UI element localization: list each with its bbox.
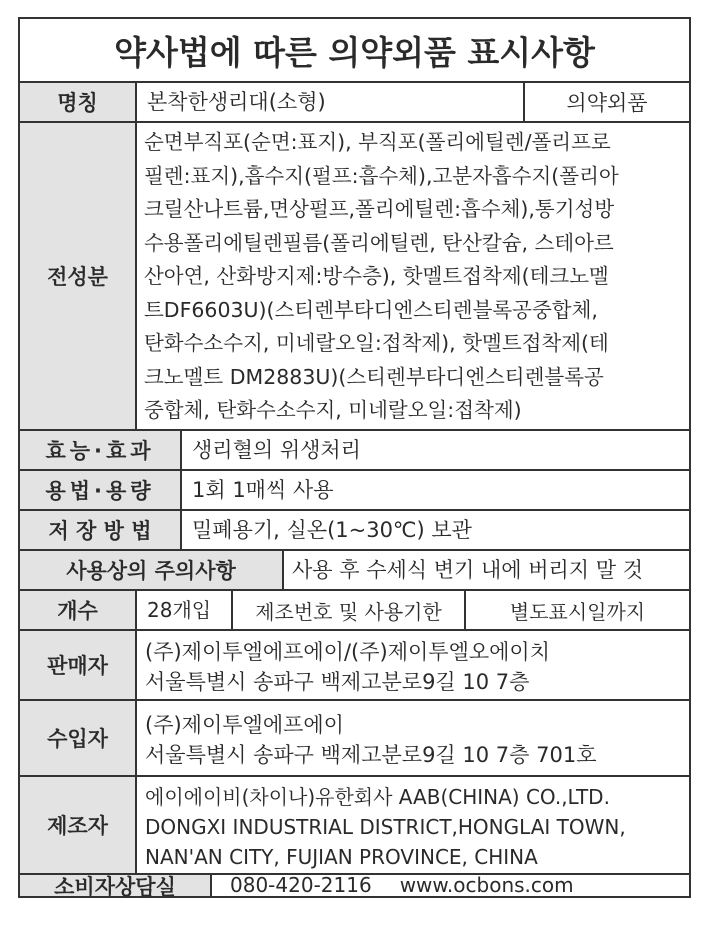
mfg-label: 제조번호 및 사용기한 — [231, 591, 464, 629]
ingredients-row — [20, 121, 689, 429]
storage-row — [20, 509, 689, 549]
importer-info — [135, 701, 689, 775]
manufacturer-line: 에이에이비(차이나)유한회사 AAB(CHINA) CO.,LTD. — [145, 785, 610, 809]
efficacy-label: 효능·효과 — [20, 431, 180, 469]
ingredient-line: 크노멜트 DM2883U)(스티렌부타디엔스티렌블록공 — [144, 364, 604, 389]
efficacy-row — [20, 429, 689, 469]
count-label: 개수 — [20, 591, 135, 629]
usage-row — [20, 469, 689, 509]
name-row — [20, 81, 689, 121]
manufacturer-row — [20, 775, 689, 873]
product-label — [18, 17, 691, 898]
mfg-value: 별도표시일까지 — [464, 591, 689, 629]
storage-value: 밀폐용기, 실온(1~30℃) 보관 — [180, 511, 689, 549]
count-value: 28개입 — [135, 591, 231, 629]
category-value: 의약외품 — [523, 83, 689, 121]
consumer-website[interactable]: www.ocbons.com — [399, 873, 574, 897]
usage-label: 용법·용량 — [20, 471, 180, 509]
seller-row — [20, 629, 689, 699]
ingredient-line: 필렌:표지),흡수지(펄프:흡수체),고분자흡수지(폴리아 — [144, 163, 619, 188]
caution-row — [20, 549, 689, 589]
ingredients-label: 전성분 — [20, 123, 135, 429]
ingredient-line: 크릴산나트륨,면상펄프,폴리에틸렌:흡수체),통기성방 — [144, 197, 615, 221]
label-title: 약사법에 따른 의약외품 표시사항 — [114, 32, 595, 72]
ingredient-line: 트DF6603U)(스티렌부타디엔스티렌블록공중합체, — [144, 297, 598, 322]
consumer-contact — [210, 875, 689, 896]
importer-label: 수입자 — [20, 701, 135, 775]
count-row — [20, 589, 689, 629]
name-value: 본착한생리대(소형) — [135, 83, 523, 121]
importer-line: (주)제이투엘에프에이 — [145, 713, 344, 737]
caution-label: 사용상의 주의사항 — [20, 551, 282, 589]
ingredient-line: 탄화수소수지, 미네랄오일:접착제), 핫멜트접착제(테 — [144, 331, 609, 355]
ingredient-line: 산아연, 산화방지제:방수층), 핫멜트접착제(테크노멜 — [144, 264, 609, 288]
seller-info — [135, 631, 689, 699]
seller-line: 서울특별시 송파구 백제고분로9길 10 7층 — [145, 670, 530, 694]
caution-value: 사용 후 수세식 변기 내에 버리지 말 것 — [282, 551, 689, 589]
consumer-row — [20, 873, 689, 899]
importer-line: 서울특별시 송파구 백제고분로9길 10 7층 701호 — [145, 743, 597, 767]
ingredients-list — [135, 123, 689, 429]
manufacturer-label: 제조자 — [20, 777, 135, 873]
ingredient-line: 중합체, 탄화수소수지, 미네랄오일:접착제) — [144, 398, 522, 422]
ingredient-line: 수용폴리에틸렌필름(폴리에틸렌, 탄산칼슘, 스테아르 — [144, 230, 614, 255]
ingredient-line: 순면부직포(순면:표지), 부직포(폴리에틸렌/폴리프로 — [144, 130, 611, 154]
seller-line: (주)제이투엘에프에이/(주)제이투엘오에이치 — [145, 640, 550, 664]
importer-row — [20, 699, 689, 775]
consumer-phone: 080-420-2116 — [230, 873, 372, 897]
name-label: 명칭 — [20, 83, 135, 121]
usage-value: 1회 1매씩 사용 — [180, 471, 689, 509]
manufacturer-info — [135, 777, 689, 873]
efficacy-value: 생리혈의 위생처리 — [180, 431, 689, 469]
manufacturer-line: NAN'AN CITY, FUJIAN PROVINCE, CHINA — [145, 845, 538, 869]
seller-label: 판매자 — [20, 631, 135, 699]
manufacturer-line: DONGXI INDUSTRIAL DISTRICT,HONGLAI TOWN, — [145, 815, 626, 839]
storage-label: 저 장 방 법 — [20, 511, 180, 549]
consumer-label: 소비자상담실 — [20, 875, 210, 896]
